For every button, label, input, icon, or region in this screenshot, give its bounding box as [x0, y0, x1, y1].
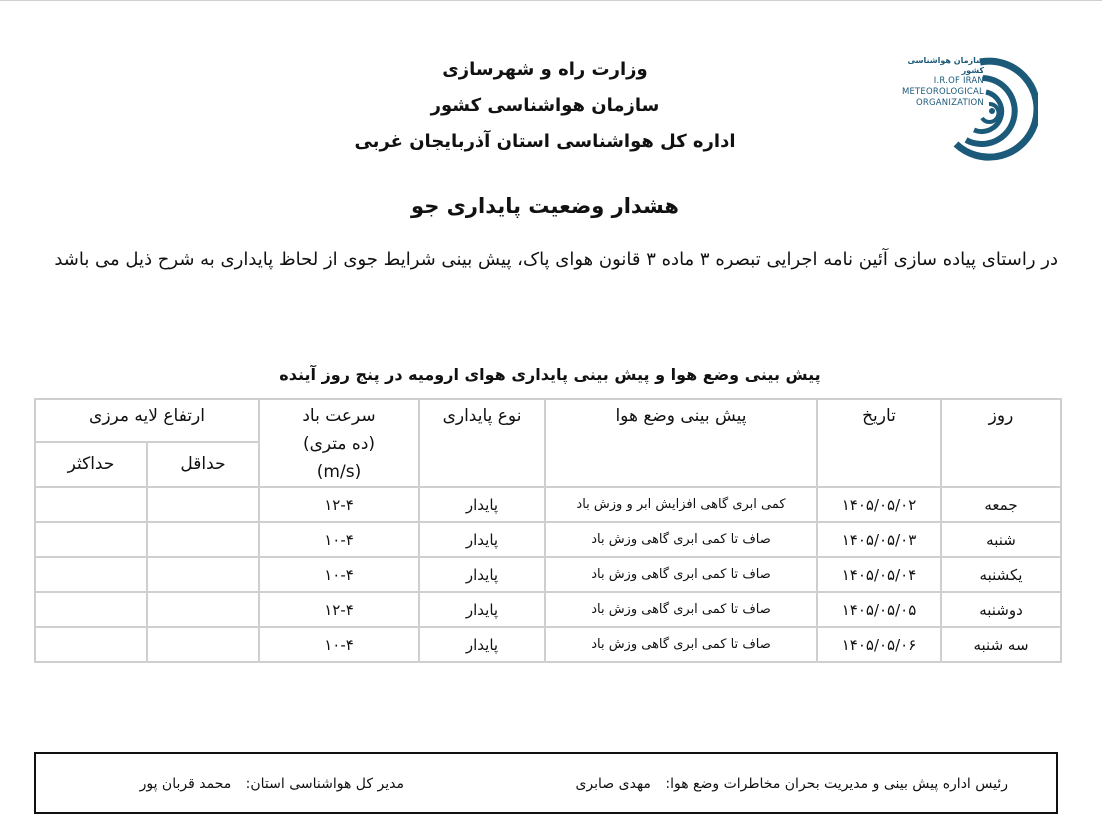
cell-wind: ۱۰-۴ — [259, 627, 419, 662]
table-row — [35, 522, 1061, 557]
cell-stability: پایدار — [419, 627, 545, 662]
cell-min — [147, 522, 259, 557]
director-label: مدیر کل هواشناسی استان: — [245, 776, 404, 792]
table-row — [35, 592, 1061, 627]
forecast-head-label: رئیس اداره پیش بینی و مدیریت بحران مخاطرات وضع هوا: — [665, 776, 1008, 792]
cell-date: ۱۴۰۵/۰۵/۰۲ — [817, 487, 941, 522]
header-weather: پیش بینی وضع هوا — [545, 399, 817, 487]
table-row — [35, 557, 1061, 592]
header-wind-line3: (m/s) — [316, 462, 362, 482]
cell-min — [147, 557, 259, 592]
cell-stability: پایدار — [419, 487, 545, 522]
header-day: روز — [941, 399, 1061, 487]
director-name: محمد قربان پور — [139, 776, 232, 792]
cell-date: ۱۴۰۵/۰۵/۰۴ — [817, 557, 941, 592]
director-signature — [140, 776, 404, 792]
forecast-table — [34, 398, 1062, 663]
cell-min — [147, 487, 259, 522]
cell-wind: ۱۰-۴ — [259, 557, 419, 592]
forecast-head-name: مهدی صابری — [575, 776, 651, 792]
cell-max — [35, 487, 147, 522]
cell-day: دوشنبه — [941, 592, 1061, 627]
cell-wind: ۱۲-۴ — [259, 487, 419, 522]
cell-weather: صاف تا کمی ابری گاهی وزش باد — [545, 592, 817, 627]
logo-text-persian: سازمان هواشناسی کشور — [907, 56, 984, 75]
cell-stability: پایدار — [419, 592, 545, 627]
header-wind-line1: سرعت باد — [302, 406, 376, 426]
top-divider — [0, 0, 1102, 1]
meteorological-organization-logo — [888, 54, 1038, 164]
cell-date: ۱۴۰۵/۰۵/۰۵ — [817, 592, 941, 627]
cell-day: سه شنبه — [941, 627, 1061, 662]
cell-wind: ۱۲-۴ — [259, 592, 419, 627]
cell-max — [35, 592, 147, 627]
cell-stability: پایدار — [419, 522, 545, 557]
cell-min — [147, 627, 259, 662]
cell-weather: صاف تا کمی ابری گاهی وزش باد — [545, 522, 817, 557]
header-boundary-layer: ارتفاع لایه مرزی — [35, 399, 259, 442]
cell-max — [35, 557, 147, 592]
logo-text-line3: ORGANIZATION — [916, 98, 984, 108]
ministry-name: وزارت راه و شهرسازی — [442, 59, 648, 80]
logo-text-line2: METEOROLOGICAL — [901, 87, 984, 97]
logo-spiral-icon — [888, 54, 1038, 164]
cell-day: جمعه — [941, 487, 1061, 522]
cell-day: شنبه — [941, 522, 1061, 557]
logo-text-line1: I.R.OF IRAN — [933, 76, 984, 86]
cell-wind: ۱۰-۴ — [259, 522, 419, 557]
cell-max — [35, 627, 147, 662]
cell-day: یکشنبه — [941, 557, 1061, 592]
table-row — [35, 487, 1061, 522]
header-min: حداقل — [147, 442, 259, 487]
signature-footer — [34, 752, 1058, 814]
intro-paragraph: در راستای پیاده سازی آئین نامه اجرایی تبصره ۳ ماده ۳ قانون هوای پاک، پیش بینی شرایط جوی از لحاظ پایداری به شرح ذیل می باشد — [54, 249, 1058, 270]
header-date: تاریخ — [817, 399, 941, 487]
page-title: هشدار وضعیت پایداری جو — [411, 194, 679, 218]
cell-weather: کمی ابری گاهی افزایش ابر و وزش باد — [545, 487, 817, 522]
cell-date: ۱۴۰۵/۰۵/۰۳ — [817, 522, 941, 557]
table-row — [35, 627, 1061, 662]
department-name: اداره کل هواشناسی استان آذربایجان غربی — [354, 131, 736, 152]
table-caption: پیش بینی وضع هوا و پیش بینی پایداری هوای ارومیه در پنج روز آینده — [279, 365, 821, 384]
cell-stability: پایدار — [419, 557, 545, 592]
header-max: حداکثر — [35, 442, 147, 487]
header-wind-speed — [259, 399, 419, 487]
cell-date: ۱۴۰۵/۰۵/۰۶ — [817, 627, 941, 662]
cell-weather: صاف تا کمی ابری گاهی وزش باد — [545, 627, 817, 662]
organization-name: سازمان هواشناسی کشور — [430, 95, 660, 116]
forecast-head-signature — [575, 776, 1008, 792]
cell-max — [35, 522, 147, 557]
cell-min — [147, 592, 259, 627]
cell-weather: صاف تا کمی ابری گاهی وزش باد — [545, 557, 817, 592]
document-header — [300, 52, 790, 160]
header-wind-line2: (ده متری) — [302, 434, 376, 454]
header-stability: نوع پایداری — [419, 399, 545, 487]
